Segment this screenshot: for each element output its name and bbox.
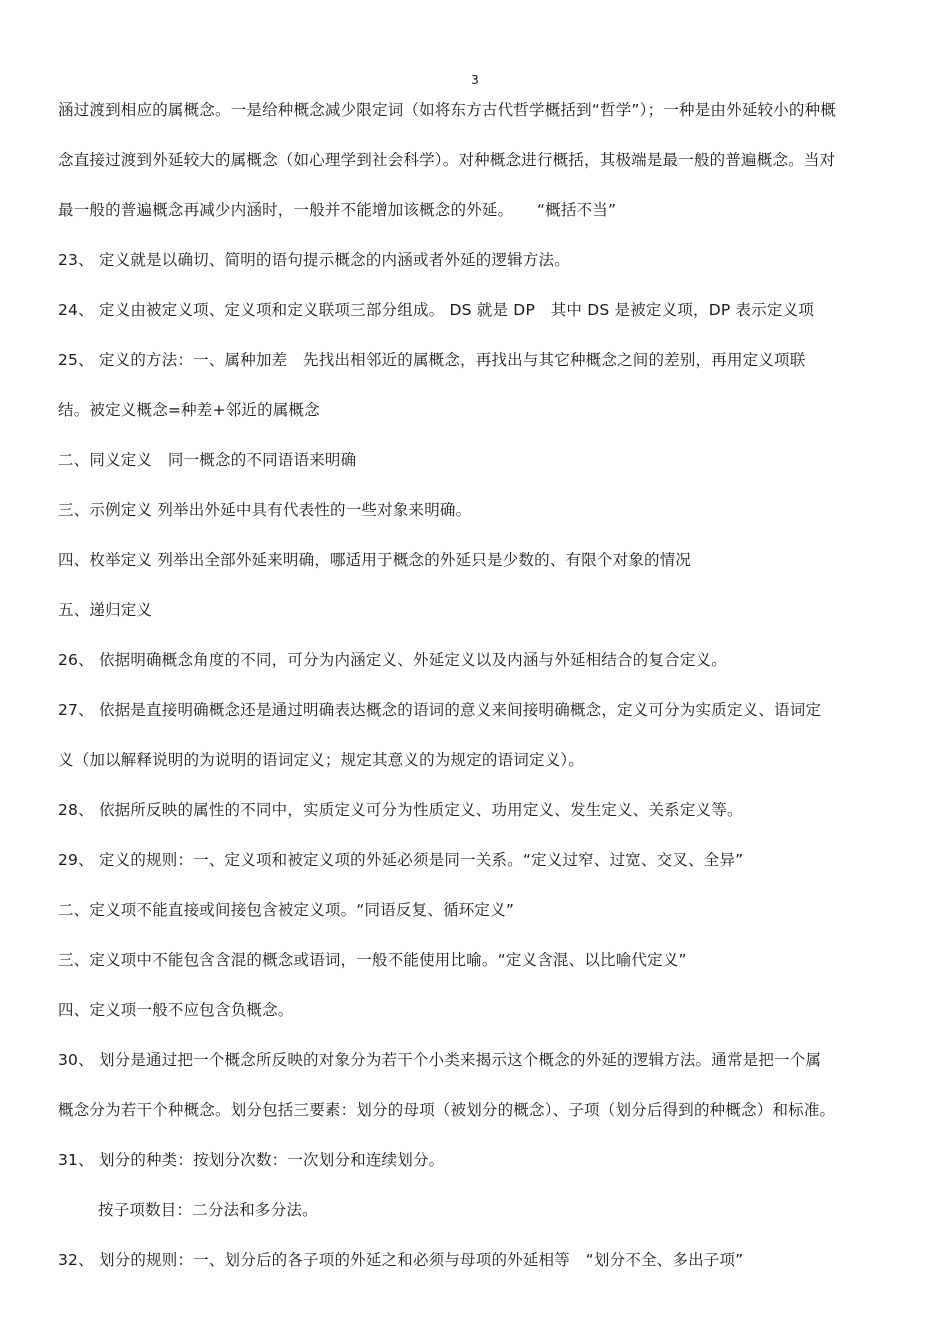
text-line: 二、同义定义 同一概念的不同语语来明确	[58, 451, 357, 469]
text-line: 29、 定义的规则：一、定义项和被定义项的外延必须是同一关系。“定义过窄、过宽、交叉、全异”	[58, 851, 744, 869]
text-line: 概念分为若干个种概念。划分包括三要素：划分的母项（被划分的概念）、子项（划分后得到的种概念）和标准。	[58, 1101, 836, 1119]
text-line: 24、 定义由被定义项、定义项和定义联项三部分组成。 DS 就是 DP 其中 DS 是被定义项，DP 表示定义项	[58, 301, 815, 319]
text-line: 25、 定义的方法：一、属种加差 先找出相邻近的属概念，再找出与其它种概念之间的差别，再用定义项联	[58, 351, 806, 369]
text-line: 四、枚举定义 列举出全部外延来明确，哪适用于概念的外延只是少数的、有限个对象的情况	[58, 551, 692, 569]
text-line: 义（加以解释说明的为说明的语词定义；规定其意义的为规定的语词定义）。	[58, 751, 585, 769]
text-line: 23、 定义就是以确切、简明的语句提示概念的内涵或者外延的逻辑方法。	[58, 251, 570, 269]
text-line: 30、 划分是通过把一个概念所反映的对象分为若干个小类来揭示这个概念的外延的逻辑方法。通常是把一个属	[58, 1051, 822, 1069]
text-line: 三、定义项中不能包含含混的概念或语词，一般不能使用比喻。“定义含混、以比喻代定义”	[58, 951, 687, 969]
text-line: 二、定义项不能直接或间接包含被定义项。“同语反复、循环定义”	[58, 901, 515, 919]
text-line: 五、递归定义	[58, 601, 153, 619]
text-line: 四、定义项一般不应包含负概念。	[58, 1001, 294, 1019]
text-line: 28、 依据所反映的属性的不同中，实质定义可分为性质定义、功用定义、发生定义、关系定义等。	[58, 801, 743, 819]
text-line: 32、 划分的规则：一、划分后的各子项的外延之和必须与母项的外延相等 “划分不全、多出子项”	[58, 1251, 744, 1269]
page-number: 3	[471, 73, 479, 87]
text-line: 按子项数目：二分法和多分法。	[98, 1201, 318, 1219]
text-line: 涵过渡到相应的属概念。一是给种概念减少限定词（如将东方古代哲学概括到“哲学”）；一种是由外延较小的种概	[58, 101, 837, 119]
text-line: 27、 依据是直接明确概念还是通过明确表达概念的语词的意义来间接明确概念，定义可分为实质定义、语词定	[58, 701, 822, 719]
text-line: 三、示例定义 列举出外延中具有代表性的一些对象来明确。	[58, 501, 472, 519]
text-line: 最一般的普遍概念再减少内涵时，一般并不能增加该概念的外延。 “概括不当”	[58, 201, 617, 219]
text-line: 结。被定义概念=种差+邻近的属概念	[58, 401, 320, 419]
text-line: 31、 划分的种类：按划分次数：一次划分和连续划分。	[58, 1151, 445, 1169]
text-line: 26、 依据明确概念角度的不同，可分为内涵定义、外延定义以及内涵与外延相结合的复合定义。	[58, 651, 727, 669]
text-line: 念直接过渡到外延较大的属概念（如心理学到社会科学）。对种概念进行概括，其极端是最一般的普遍概念。当对	[58, 151, 836, 169]
